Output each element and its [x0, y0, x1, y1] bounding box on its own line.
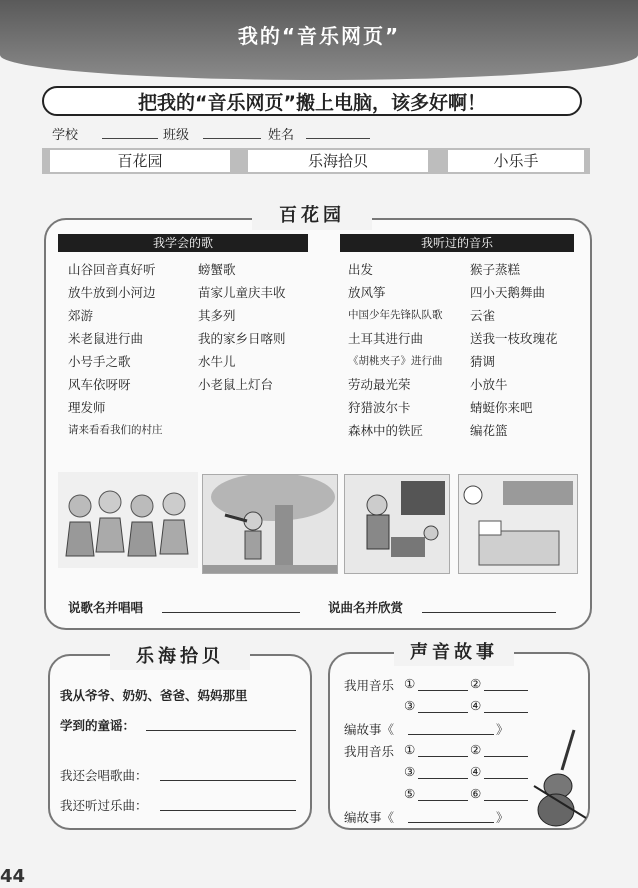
school-field[interactable]	[102, 138, 158, 139]
sound-field-7[interactable]	[418, 778, 468, 779]
list-item: 小号手之歌	[68, 354, 131, 369]
garden-title: 百花园	[252, 202, 372, 230]
nursery-rhyme-field[interactable]	[146, 730, 296, 731]
make-story-close-1: 》	[496, 722, 509, 737]
tab-little-musician[interactable]: 小乐手	[448, 150, 584, 172]
shells-title: 乐海拾贝	[110, 644, 250, 670]
can-sing-label: 我还会唱歌曲：	[60, 768, 148, 783]
list-item: 土耳其进行曲	[348, 331, 424, 346]
listen-music-label: 说曲名并欣赏	[328, 600, 404, 615]
class-field[interactable]	[203, 138, 261, 139]
sound-field-1[interactable]	[418, 690, 468, 691]
num-1: ①	[404, 676, 416, 691]
nursery-rhyme-prompt: 我从爷爷、奶奶、爸爸、妈妈那里	[60, 688, 248, 703]
heard-music-field[interactable]	[160, 810, 296, 811]
class-label: 班级	[163, 128, 190, 143]
trumpet-boy-tree-illustration	[202, 474, 338, 574]
listen-music-field[interactable]	[422, 612, 556, 613]
num-5: ⑤	[404, 786, 416, 801]
nursery-rhyme-label: 学到的童谣：	[60, 718, 136, 733]
list-item: 米老鼠进行曲	[68, 331, 144, 346]
sound-field-9[interactable]	[418, 800, 468, 801]
list-item: 《胡桃夹子》进行曲	[348, 355, 443, 367]
sound-field-5[interactable]	[418, 756, 468, 757]
dancing-children-illustration	[58, 472, 198, 568]
sing-song-label: 说歌名并唱唱	[68, 600, 144, 615]
sound-story-title: 声音故事	[394, 640, 514, 666]
num-1b: ①	[404, 742, 416, 757]
heard-music-label: 我还听过乐曲：	[60, 798, 148, 813]
page-title: 我的“音乐网页”	[237, 24, 401, 48]
list-item: 水牛儿	[198, 354, 236, 369]
banner-text: 把我的“音乐网页”搬上电脑，该多好啊！	[138, 92, 486, 114]
blacksmith-illustration	[344, 474, 450, 574]
list-item: 请来看看我们的村庄	[68, 424, 163, 436]
sound-field-4[interactable]	[484, 712, 528, 713]
learned-songs-list-2	[198, 258, 318, 396]
heard-music-list-2	[470, 258, 580, 442]
list-item: 郊游	[68, 308, 94, 323]
sound-field-10[interactable]	[484, 800, 528, 801]
bedroom-clock-illustration	[458, 474, 578, 574]
list-item: 山谷回音真好听	[68, 262, 156, 277]
learned-songs-header: 我学会的歌	[58, 234, 308, 252]
list-item: 小放牛	[470, 377, 508, 392]
num-3b: ③	[404, 764, 416, 779]
num-2: ②	[470, 676, 482, 691]
tab-garden[interactable]: 百花园	[50, 150, 230, 172]
make-story-label-1: 编故事《	[344, 722, 395, 737]
name-field[interactable]	[306, 138, 370, 139]
sound-field-8[interactable]	[484, 778, 528, 779]
num-3: ③	[404, 698, 416, 713]
list-item: 劳动最光荣	[348, 377, 411, 392]
sound-field-3[interactable]	[418, 712, 468, 713]
story-title-field-1[interactable]	[408, 734, 494, 735]
num-6: ⑥	[470, 786, 482, 801]
list-item: 放牛放到小河边	[68, 285, 156, 300]
make-story-close-2: 》	[496, 810, 509, 825]
sound-field-6[interactable]	[484, 756, 528, 757]
school-label: 学校	[52, 128, 79, 143]
story-title-field-2[interactable]	[408, 822, 494, 823]
list-item: 狩猎波尔卡	[348, 400, 411, 415]
heard-music-list-1	[348, 258, 472, 442]
make-story-label-2: 编故事《	[344, 810, 395, 825]
list-item: 出发	[348, 262, 374, 277]
list-item: 放风筝	[348, 285, 386, 300]
list-item: 理发师	[68, 400, 106, 415]
list-item: 苗家儿童庆丰收	[198, 285, 286, 300]
num-4b: ④	[470, 764, 482, 779]
list-item: 送我一枝玫瑰花	[470, 331, 558, 346]
use-music-label-2: 我用音乐	[344, 744, 395, 759]
page-number: 44	[0, 866, 26, 887]
list-item: 猜调	[470, 354, 496, 369]
violin-icon	[530, 726, 590, 830]
num-2b: ②	[470, 742, 482, 757]
heard-music-header: 我听过的音乐	[340, 234, 574, 252]
list-item: 我的家乡日喀则	[198, 331, 286, 346]
list-item: 四小天鹅舞曲	[470, 285, 546, 300]
can-sing-field[interactable]	[160, 780, 296, 781]
list-item: 蜻蜓你来吧	[470, 400, 533, 415]
tab-shells[interactable]: 乐海拾贝	[248, 150, 428, 172]
use-music-label-1: 我用音乐	[344, 678, 395, 693]
sing-song-field[interactable]	[162, 612, 300, 613]
list-item: 小老鼠上灯台	[198, 377, 274, 392]
list-item: 中国少年先锋队队歌	[348, 309, 443, 321]
learned-songs-list-1	[68, 258, 198, 442]
num-4: ④	[470, 698, 482, 713]
list-item: 螃蟹歌	[198, 262, 236, 277]
name-label: 姓名	[268, 128, 295, 143]
sound-field-2[interactable]	[484, 690, 528, 691]
list-item: 森林中的铁匠	[348, 423, 424, 438]
list-item: 编花篮	[470, 423, 508, 438]
list-item: 风车依呀呀	[68, 377, 131, 392]
list-item: 猴子蒸糕	[470, 262, 521, 277]
list-item: 其多列	[198, 308, 236, 323]
list-item: 云雀	[470, 308, 496, 323]
